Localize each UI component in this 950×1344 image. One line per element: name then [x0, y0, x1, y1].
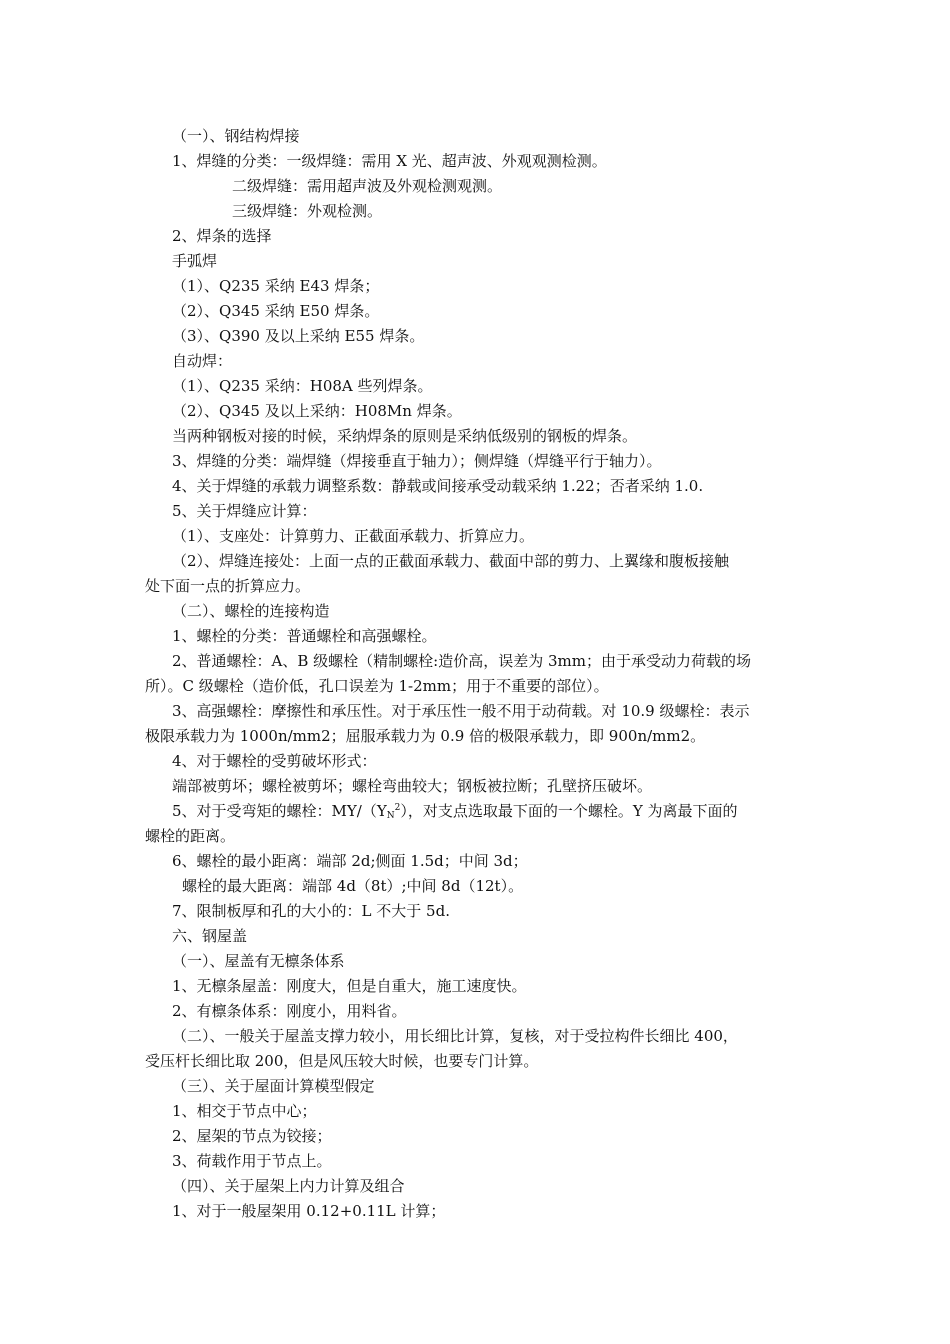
paragraph-line: 自动焊：	[172, 352, 233, 370]
paragraph-line: 3、焊缝的分类：端焊缝（焊接垂直于轴力）；侧焊缝（焊缝平行于轴力）。	[172, 452, 662, 470]
paragraph-line: （3）、Q390 及以上采纳 E55 焊条。	[172, 327, 425, 345]
paragraph-line: 1、对于一般屋架用 0.12+0.11L 计算；	[172, 1202, 446, 1220]
paragraph-line: （1）、Q235 采纳 E43 焊条；	[172, 277, 380, 295]
paragraph-line: 3、荷载作用于节点上。	[172, 1152, 332, 1170]
paragraph-line: 极限承载力为 1000n/mm2；屈服承载力为 0.9 倍的极限承载力，即 900n/mm2。	[145, 727, 706, 745]
paragraph-line: 5、关于焊缝应计算：	[172, 502, 317, 520]
paragraph-line: 所）。C 级螺栓（造价低，孔口误差为 1-2mm；用于不重要的部位）。	[145, 677, 609, 695]
paragraph-line: 螺栓的距离。	[145, 827, 236, 845]
paragraph-line: 端部被剪坏；螺栓被剪坏；螺栓弯曲较大；钢板被拉断；孔壁挤压破坏。	[172, 777, 653, 795]
section-heading: （四）、关于屋架上内力计算及组合	[172, 1177, 405, 1195]
paragraph-line: 6、螺栓的最小距离：端部 2d;侧面 1.5d；中间 3d；	[172, 852, 528, 870]
paragraph-line: （2）、焊缝连接处：上面一点的正截面承载力、截面中部的剪力、上翼缘和腹板接触	[172, 552, 730, 570]
paragraph-line: 受压杆长细比取 200，但是风压较大时候，也要专门计算。	[145, 1052, 539, 1070]
paragraph-line: 1、焊缝的分类：一级焊缝：需用 X 光、超声波、外观观测检测。	[172, 152, 607, 170]
paragraph-line: 7、限制板厚和孔的大小的：L 不大于 5d.	[172, 902, 450, 920]
formula-subscript: N	[386, 811, 395, 821]
section-heading: （二）、螺栓的连接构造	[172, 602, 330, 620]
paragraph-line: 手弧焊	[172, 252, 218, 270]
paragraph-line: 2、焊条的选择	[172, 227, 272, 245]
section-heading: （一）、钢结构焊接	[172, 127, 300, 145]
paragraph-line: 1、螺栓的分类：普通螺栓和高强螺栓。	[172, 627, 437, 645]
section-heading: （一）、屋盖有无檩条体系	[172, 952, 345, 970]
paragraph-line: 三级焊缝：外观检测。	[232, 202, 383, 220]
paragraph-line: （2）、Q345 及以上采纳：H08Mn 焊条。	[172, 402, 462, 420]
chapter-heading: 六、钢屋盖	[172, 927, 248, 945]
formula-text-after: ），对支点选取最下面的一个螺栓。Y 为离最下面的	[400, 802, 738, 820]
paragraph-line: 2、普通螺栓：A、B 级螺栓（精制螺栓:造价高，误差为 3mm；由于承受动力荷载的场	[172, 652, 751, 670]
formula-text-before: 5、对于受弯矩的螺栓：MY/（Y	[172, 802, 387, 820]
paragraph-line: 2、屋架的节点为铰接；	[172, 1127, 332, 1145]
paragraph-line: （1）、Q235 采纳：H08A 些列焊条。	[172, 377, 433, 395]
section-heading: （三）、关于屋面计算模型假定	[172, 1077, 375, 1095]
paragraph-line: （1）、支座处：计算剪力、正截面承载力、折算应力。	[172, 527, 535, 545]
paragraph-line: 螺栓的最大距离：端部 4d（8t）;中间 8d（12t）。	[182, 877, 524, 895]
paragraph-line: 3、高强螺栓：摩擦性和承压性。对于承压性一般不用于动荷载。对 10.9 级螺栓：表示	[172, 702, 750, 720]
paragraph-line: 当两种钢板对接的时候，采纳焊条的原则是采纳低级别的钢板的焊条。	[172, 427, 638, 445]
paragraph-line: 4、对于螺栓的受剪破坏形式：	[172, 752, 377, 770]
paragraph-line: 2、有檩条体系：刚度小，用料省。	[172, 1002, 407, 1020]
paragraph-line: 1、无檩条屋盖：刚度大，但是自重大，施工速度快。	[172, 977, 527, 995]
formula-line	[172, 801, 738, 821]
paragraph-line: 1、相交于节点中心；	[172, 1102, 317, 1120]
paragraph-line: 处下面一点的折算应力。	[145, 577, 311, 595]
paragraph-line: 4、关于焊缝的承载力调整系数：静载或间接承受动载采纳 1.22；否者采纳 1.0.	[172, 477, 704, 495]
paragraph-line: （2）、Q345 采纳 E50 焊条。	[172, 302, 380, 320]
paragraph-line: 二级焊缝：需用超声波及外观检测观测。	[232, 177, 503, 195]
paragraph-line: （二）、一般关于屋盖支撑力较小，用长细比计算，复核，对于受拉构件长细比 400，	[172, 1027, 738, 1045]
formula-superscript: 2	[394, 803, 401, 813]
